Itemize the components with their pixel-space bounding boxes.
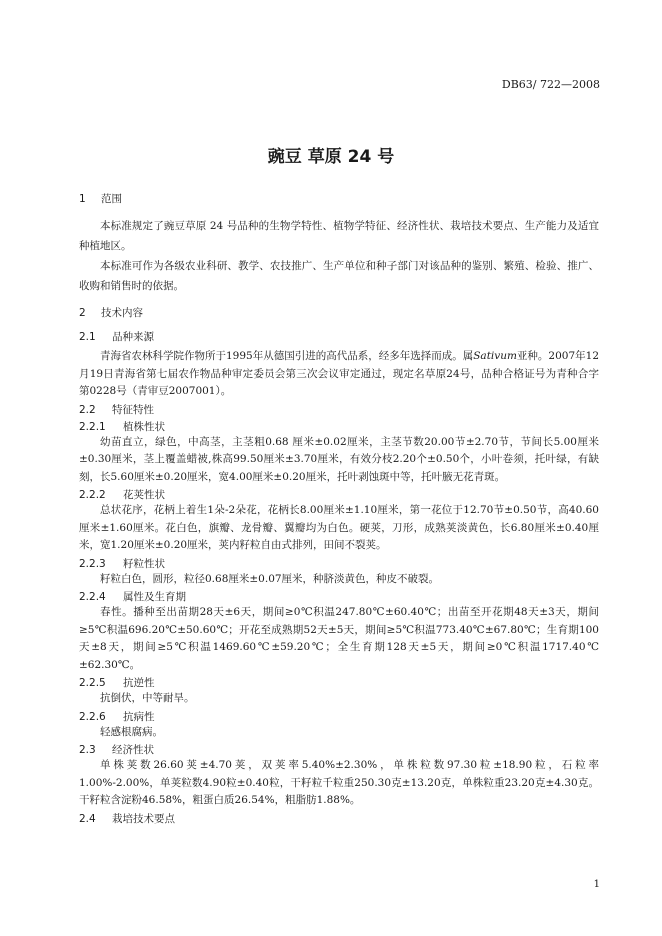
section-title: 特征特性 (112, 403, 154, 416)
section-2-2-4-heading (79, 590, 599, 604)
paragraph-plant-traits: 幼苗直立，绿色，中高茎，主茎粗0.68 厘米±0.02厘米，主茎节数20.00节±2.70节，节间长5.00厘米±0.30厘米，茎上覆盖蜡被,株高99.50厘米±3.70厘米，有效分枝2.20个±0.50个，小叶卷须，托叶绿，有缺刻，长5.60厘米±0.20厘米，宽4.00厘米±0.20厘米，托叶剥蚀斑中等，托叶腋无花青斑。 (79, 435, 599, 483)
section-title: 抗逆性 (123, 677, 155, 689)
section-2-2-5-heading (79, 676, 599, 690)
paragraph-disease-resistance: 轻感根腐病。 (100, 725, 163, 738)
section-title: 技术内容 (101, 307, 143, 319)
section-title: 属性及生育期 (123, 591, 186, 603)
section-number: 2.4 (79, 812, 96, 825)
section-2-1-heading (79, 330, 599, 344)
section-title: 籽粒性状 (123, 557, 165, 570)
paragraph-flower-pod-traits: 总状花序，花柄上着生1朵-2朵花，花柄长8.00厘米±1.10厘米，第一花位于12.70节±0.50节，高40.60厘米±1.60厘米。花白色，旗瓣、龙骨瓣、翼瓣均为白色。硬荚，刀形，成熟荚淡黄色，长6.80厘米±0.40厘米，宽1.20厘米±0.20厘米，荚内籽粒自由式排列，田间不裂荚。 (79, 504, 599, 551)
paragraph-scope-1: 本标准规定了豌豆草原 24 号品种的生物学特性、植物学特征、经济性状、栽培技术要点、生产能力及适宜种植地区。 (79, 220, 599, 252)
section-2-2-1-heading (79, 420, 599, 434)
doc-code: DB63/ 722—2008 (501, 78, 600, 91)
section-title: 范围 (101, 193, 122, 205)
section-title: 花荚性状 (123, 489, 165, 501)
page-title: 豌豆 草原 24 号 (267, 147, 395, 167)
latin-name: Sativum (473, 350, 517, 362)
section-2-2-3-heading (79, 557, 599, 571)
section-1-heading (79, 192, 599, 206)
paragraph-economic-traits: 单株荚数26.60荚±4.70荚，双荚率5.40%±2.30%，单株粒数97.30粒±18.90粒，石粒率1.00%-2.00%，单荚粒数4.90粒±0.40粒，干籽粒千粒重250.30克±13.20克，单株粒重23.20克±4.30克。干籽粒含淀粉46.58%，粗蛋白质26.54%，粗脂肪1.88%。 (79, 759, 599, 806)
section-title: 品种来源 (112, 331, 154, 343)
document-body (79, 192, 599, 826)
paragraph-seed-traits: 籽粒白色，圆形，粒径0.68厘米±0.07厘米，种脐淡黄色，种皮不破裂。 (100, 572, 440, 585)
section-number: 2.2.4 (79, 591, 106, 603)
paragraph-growth-period: 春性。播种至出苗期28天±6天，期间≥0℃积温247.80℃±60.40℃；出苗至开花期48天±3天，期间≥5℃积温696.20℃±50.60℃；开花至成熟期52天±5天，期间≥5℃积温773.40℃±67.80℃；生育期100天±8天，期间≥5℃积温1469.60℃±59.20℃；全生育期128天±5天，期间≥0℃积温1717.40℃±62.30℃。 (79, 606, 599, 671)
section-number: 2.3 (79, 744, 96, 756)
section-number: 2.2.1 (79, 420, 106, 433)
section-title: 植株性状 (123, 420, 165, 433)
section-number: 2.2.2 (79, 489, 106, 501)
section-number: 2.2.3 (79, 557, 106, 570)
section-title: 栽培技术要点 (112, 812, 175, 825)
section-number: 2 (79, 307, 86, 319)
section-title: 经济性状 (112, 744, 154, 756)
section-2-2-2-heading (79, 488, 599, 502)
section-number: 2.2.6 (79, 710, 106, 723)
section-number: 2.2 (79, 403, 96, 416)
section-2-2-6-heading (79, 710, 599, 724)
section-number: 2.2.5 (79, 677, 106, 689)
paragraph-scope-2: 本标准可作为各级农业科研、教学、农技推广、生产单位和种子部门对该品种的鉴别、繁殖、检验、推广、收购和销售时的依据。 (79, 260, 599, 292)
section-2-4-heading (79, 812, 599, 826)
section-2-3-heading (79, 743, 599, 757)
section-title: 抗病性 (123, 710, 155, 723)
section-2-heading (79, 306, 599, 320)
section-number: 1 (79, 193, 86, 205)
section-2-2-heading (79, 403, 599, 417)
section-number: 2.1 (79, 331, 96, 343)
page-number: 1 (593, 879, 600, 890)
paragraph-stress-resistance: 抗倒伏，中等耐旱。 (100, 692, 195, 704)
paragraph-variety-source: 青海省农林科学院作物所于1995年从德国引进的高代品系，经多年选择而成。属Sativum亚种。2007年12月19日青海省第七届农作物品种审定委员会第三次会议审定通过，现定名草原24号，品种合格证号为青种合字第0228号（青审豆2007001）。 (79, 350, 600, 397)
